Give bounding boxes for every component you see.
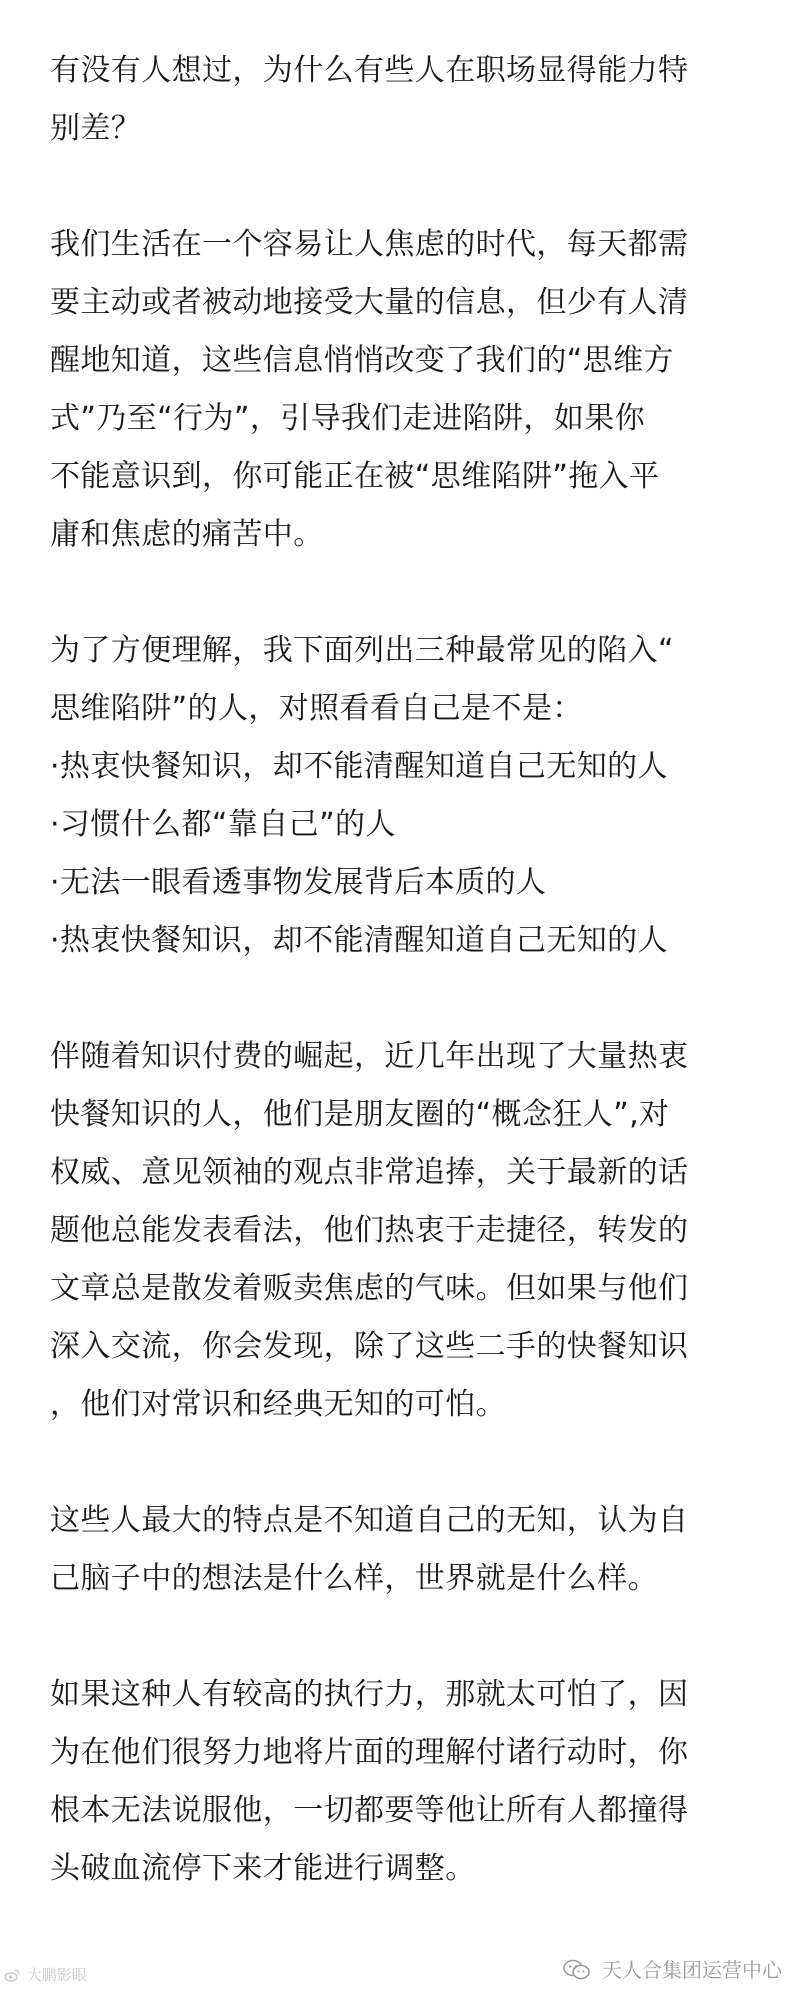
text-line: 式”乃至“行为”，引导我们走进陷阱，如果你 xyxy=(50,401,646,436)
text-line: 为了方便理解，我下面列出三种最常见的陷入“ xyxy=(50,633,674,668)
text-line: 伴随着知识付费的崛起，近几年出现了大量热衷 xyxy=(50,1039,689,1074)
text-line: 为在他们很努力地将片面的理解付诸行动时，你 xyxy=(50,1735,689,1770)
text-line: 权威、意见领袖的观点非常追捧，关于最新的话 xyxy=(50,1155,689,1190)
text-line: ，他们对常识和经典无知的可怕。 xyxy=(50,1387,506,1422)
paragraph xyxy=(50,1666,760,1898)
text-line: 根本无法说服他，一切都要等他让所有人都撞得 xyxy=(50,1793,689,1828)
text-line: 庸和焦虑的痛苦中。 xyxy=(50,517,324,552)
paragraph xyxy=(50,1492,760,1608)
wechat-icon xyxy=(562,1958,592,1982)
text-line: 醒地知道，这些信息悄悄改变了我们的“思维方 xyxy=(50,343,674,378)
paragraph xyxy=(50,622,760,970)
watermark-right-text: 天人合集团运营中心 xyxy=(602,1958,782,1982)
paragraph-gap xyxy=(50,564,760,622)
text-line: 我们生活在一个容易让人焦虑的时代，每天都需 xyxy=(50,227,689,262)
list-item: ·热衷快餐知识，却不能清醒知道自己无知的人 xyxy=(50,749,668,784)
text-line: 这些人最大的特点是不知道自己的无知，认为自 xyxy=(50,1503,689,1538)
text-line: 思维陷阱”的人，对照看看自己是不是： xyxy=(50,691,583,726)
text-line: 己脑子中的想法是什么样，世界就是什么样。 xyxy=(50,1561,658,1596)
article-body xyxy=(50,42,760,1898)
watermark-left-text: 大鹏影眼 xyxy=(26,1966,87,1984)
paragraph-gap xyxy=(50,970,760,1028)
text-line: 要主动或者被动地接受大量的信息，但少有人清 xyxy=(50,285,689,320)
text-line: 深入交流，你会发现，除了这些二手的快餐知识 xyxy=(50,1329,689,1364)
text-line: 如果这种人有较高的执行力，那就太可怕了，因 xyxy=(50,1677,689,1712)
paragraph-gap xyxy=(50,158,760,216)
watermark-right xyxy=(562,1954,782,1983)
text-line: 头破血流停下来才能进行调整。 xyxy=(50,1851,476,1886)
text-line: 不能意识到，你可能正在被“思维陷阱”拖入平 xyxy=(50,459,660,494)
text-line: 快餐知识的人，他们是朋友圈的“概念狂人”,对 xyxy=(50,1097,670,1132)
list-item: ·无法一眼看透事物发展背后本质的人 xyxy=(50,865,547,900)
paragraph xyxy=(50,42,760,158)
text-line: 文章总是散发着贩卖焦虑的气味。但如果与他们 xyxy=(50,1271,689,1306)
text-line: 题他总能发表看法，他们热衷于走捷径，转发的 xyxy=(50,1213,689,1248)
weibo-icon xyxy=(4,1968,20,1982)
paragraph-gap xyxy=(50,1434,760,1492)
watermark-bar xyxy=(0,1942,800,2000)
text-line: 有没有人想过，为什么有些人在职场显得能力特 xyxy=(50,53,689,88)
paragraph-gap xyxy=(50,1608,760,1666)
text-line: 别差？ xyxy=(50,111,142,146)
paragraph xyxy=(50,1028,760,1434)
paragraph xyxy=(50,216,760,564)
list-item: ·习惯什么都“靠自己”的人 xyxy=(50,807,396,842)
watermark-left xyxy=(4,1964,87,1985)
list-item: ·热衷快餐知识，却不能清醒知道自己无知的人 xyxy=(50,923,668,958)
